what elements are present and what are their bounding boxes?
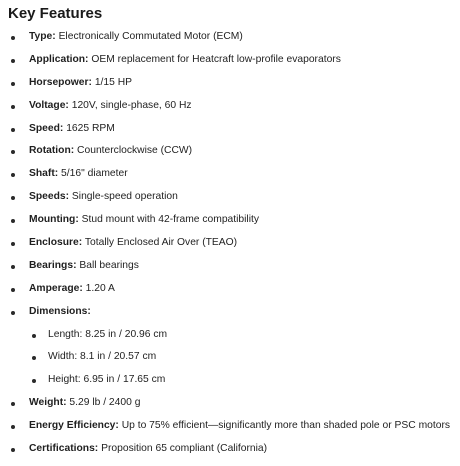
item-text (29, 209, 259, 232)
item-label: Bearings: (29, 259, 77, 271)
bullet-icon (11, 128, 15, 132)
list-item-mounting (0, 209, 460, 232)
list-item-shaft (0, 163, 460, 186)
list-item-energy-efficiency (0, 415, 460, 438)
item-text: Height: 6.95 in / 17.65 cm (48, 374, 166, 386)
item-value: Totally Enclosed Air Over (TEAO) (82, 237, 238, 249)
item-text (29, 186, 178, 209)
list-item-certifications (0, 438, 460, 461)
item-text (29, 72, 132, 95)
item-text (29, 95, 192, 118)
item-label: Type: (29, 31, 56, 42)
item-label: Speed: (29, 122, 64, 134)
bullet-icon (11, 448, 15, 452)
item-value: Counterclockwise (CCW) (74, 145, 193, 157)
item-text (29, 392, 140, 415)
list-item-dimension-width (0, 346, 460, 369)
list-item-dimension-length (0, 324, 460, 347)
item-label: Energy Efficiency: (29, 420, 119, 432)
bullet-icon (11, 150, 15, 154)
item-label: Shaft: (29, 168, 59, 180)
section-heading: Key Features (8, 5, 103, 22)
list-item-dimension-height (0, 369, 460, 392)
bullet-icon (11, 173, 15, 177)
item-label: Horsepower: (29, 76, 92, 88)
list-item-application (0, 49, 460, 72)
bullet-icon (32, 356, 36, 360)
item-value: 5/16" diameter (58, 168, 128, 180)
list-item-type (0, 26, 460, 49)
item-value: Stud mount with 42-frame compatibility (78, 214, 260, 226)
bullet-icon (32, 334, 36, 338)
list-item-dimensions (0, 301, 460, 324)
item-text (29, 438, 267, 461)
item-label: Mounting: (29, 214, 79, 226)
list-item-speeds (0, 186, 460, 209)
item-value: OEM replacement for Heatcraft low-profile evaporators (88, 53, 341, 65)
item-value: Electronically Commutated Motor (ECM) (55, 31, 243, 42)
item-value: Up to 75% efficient—significantly more than shaded pole or PSC motors (118, 420, 451, 432)
bullet-icon (11, 288, 15, 292)
item-text (29, 163, 128, 186)
list-item-bearings (0, 255, 460, 278)
item-text (29, 26, 243, 49)
item-label: Speeds: (29, 191, 70, 203)
bullet-icon (32, 379, 36, 383)
item-label: Amperage: (29, 282, 83, 294)
item-label: Dimensions: (29, 305, 91, 317)
item-value: Ball bearings (76, 259, 139, 271)
item-text (29, 415, 450, 438)
item-value: 1/15 HP (91, 76, 133, 88)
item-text (29, 118, 115, 141)
item-label: Certifications: (29, 443, 99, 455)
item-text (29, 49, 341, 72)
item-text: Length: 8.25 in / 20.96 cm (48, 328, 168, 340)
item-text (29, 255, 139, 278)
list-item-horsepower (0, 72, 460, 95)
item-text (29, 278, 115, 301)
list-item-speed (0, 118, 460, 141)
list-item-amperage (0, 278, 460, 301)
item-text (29, 232, 237, 255)
bullet-icon (11, 196, 15, 200)
item-value: Proposition 65 compliant (California) (98, 443, 268, 455)
item-text (29, 301, 91, 324)
list-item-weight (0, 392, 460, 415)
bullet-icon (11, 219, 15, 223)
item-label: Weight: (29, 397, 67, 409)
item-label: Application: (29, 53, 89, 65)
bullet-icon (11, 242, 15, 246)
list-item-voltage (0, 95, 460, 118)
bullet-icon (11, 265, 15, 269)
bullet-icon (11, 82, 15, 86)
item-label: Rotation: (29, 145, 75, 157)
item-value: 5.29 lb / 2400 g (66, 397, 141, 409)
list-item-enclosure (0, 232, 460, 255)
item-value: Single-speed operation (69, 191, 178, 203)
bullet-icon (11, 36, 15, 40)
bullet-icon (11, 425, 15, 429)
item-label: Voltage: (29, 99, 69, 111)
bullet-icon (11, 105, 15, 109)
bullet-icon (11, 402, 15, 406)
item-value: 120V, single-phase, 60 Hz (68, 99, 192, 111)
bullet-icon (11, 311, 15, 315)
item-value: 1625 RPM (63, 122, 115, 134)
item-text (29, 140, 192, 163)
feature-list (0, 26, 460, 461)
list-item-rotation (0, 140, 460, 163)
item-value: 1.20 A (82, 282, 115, 294)
item-label: Enclosure: (29, 237, 83, 249)
item-text: Width: 8.1 in / 20.57 cm (48, 351, 157, 363)
bullet-icon (11, 59, 15, 63)
